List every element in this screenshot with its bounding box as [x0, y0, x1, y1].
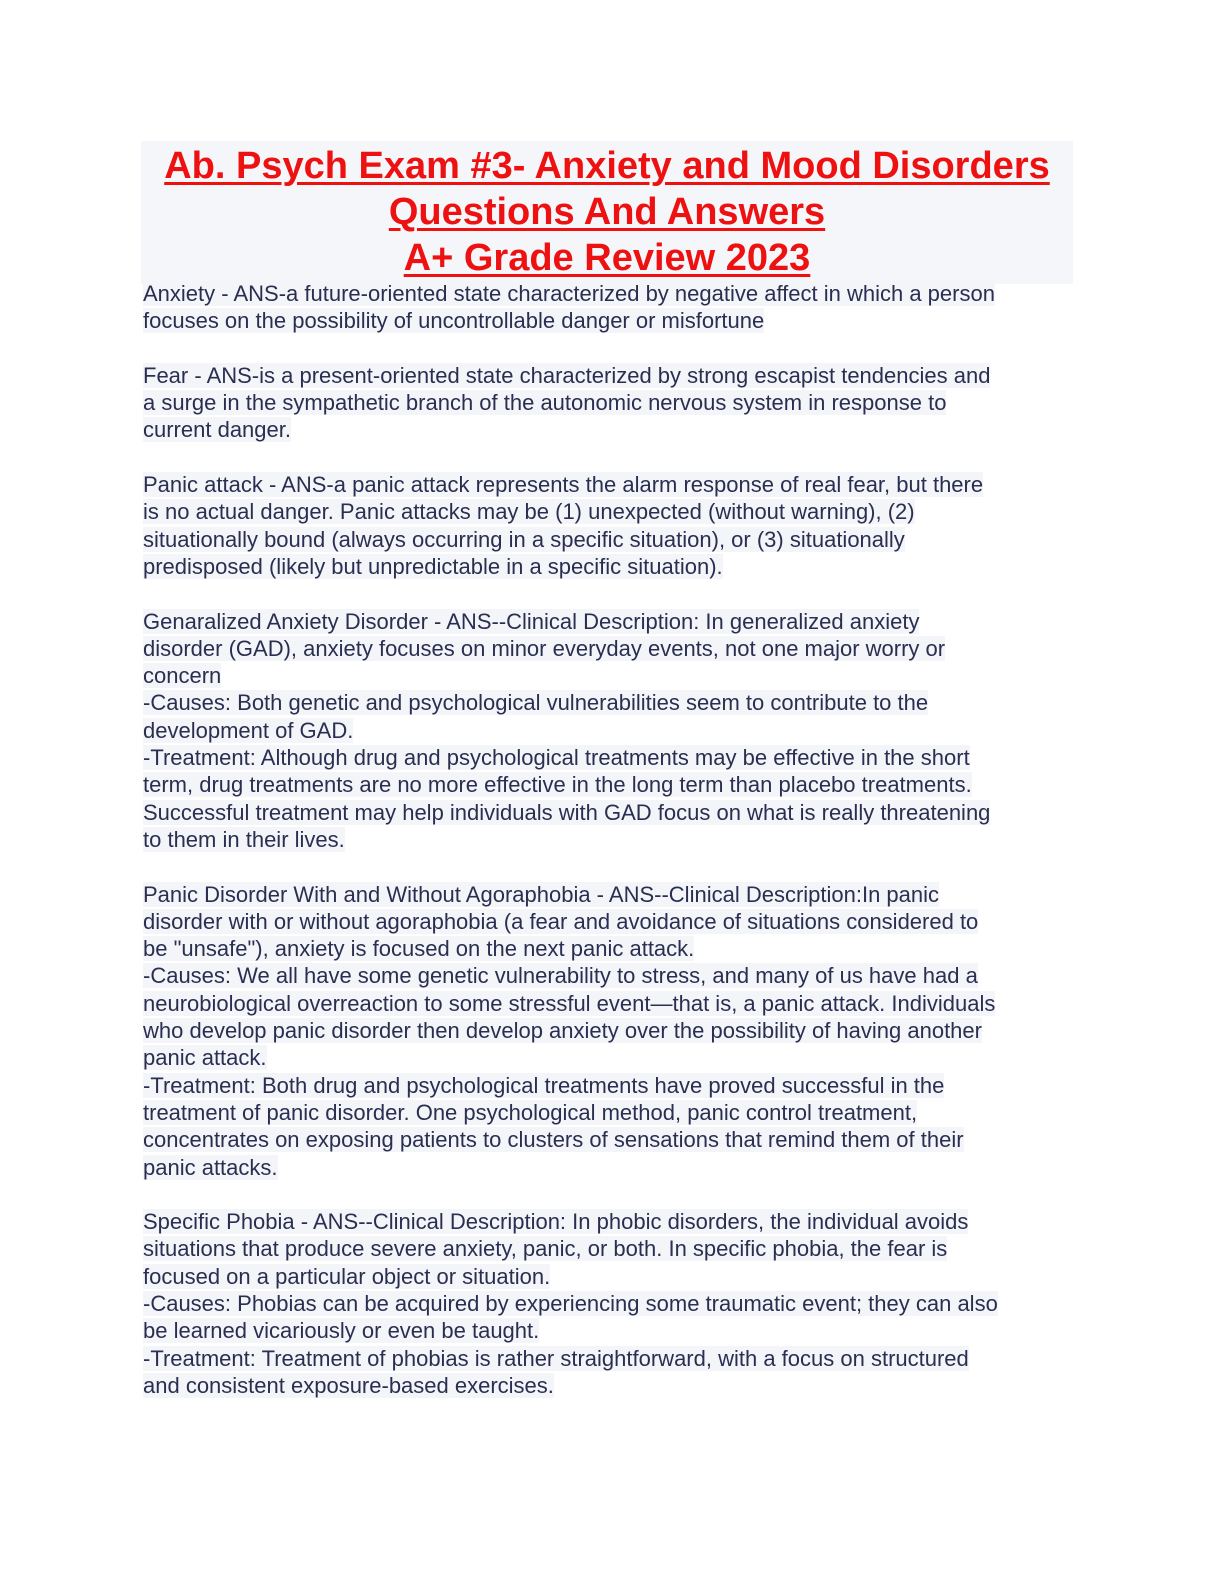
text-line: Anxiety - ANS-a future-oriented state characterized by negative affect in which a person — [143, 281, 995, 306]
title-line: Ab. Psych Exam #3- Anxiety and Mood Disorders — [164, 145, 1050, 187]
text-line: treatment of panic disorder. One psychological method, panic control treatment, — [143, 1099, 918, 1125]
title-line: A+ Grade Review 2023 — [403, 237, 811, 279]
text-line: and consistent exposure-based exercises. — [143, 1372, 554, 1398]
text-line: situations that produce severe anxiety, panic, or both. In specific phobia, the fear is — [143, 1236, 948, 1262]
text-line: who develop panic disorder then develop anxiety over the possibility of having another — [143, 1018, 982, 1044]
text-line: development of GAD. — [143, 717, 354, 743]
text-line: be learned vicariously or even be taught. — [143, 1318, 540, 1344]
text-line: concentrates on exposing patients to clusters of sensations that remind them of their — [143, 1127, 964, 1153]
text-line: -Treatment: Both drug and psychological treatments have proved successful in the — [143, 1072, 945, 1098]
qa-entry-panic-disorder — [143, 881, 1078, 1181]
qa-entry-anxiety — [143, 280, 1078, 335]
text-line: focused on a particular object or situation. — [143, 1263, 551, 1289]
document-body — [143, 280, 1078, 1426]
text-line: term, drug treatments are no more effective in the long term than placebo treatments. — [143, 772, 972, 798]
text-line: a surge in the sympathetic branch of the autonomic nervous system in response to — [143, 390, 947, 416]
title-line: Questions And Answers — [388, 191, 826, 233]
text-line: be "unsafe"), anxiety is focused on the next panic attack. — [143, 936, 695, 962]
qa-entry-specific-phobia — [143, 1208, 1078, 1399]
text-line: -Causes: Both genetic and psychological vulnerabilities seem to contribute to the — [143, 690, 929, 716]
text-line: Successful treatment may help individuals with GAD focus on what is really threatening — [143, 799, 991, 825]
text-line: Genaralized Anxiety Disorder - ANS--Clinical Description: In generalized anxiety — [143, 608, 920, 634]
text-line: focuses on the possibility of uncontrollable danger or misfortune — [143, 308, 765, 334]
document-title — [141, 141, 1073, 284]
text-line: Panic attack - ANS-a panic attack represents the alarm response of real fear, but there — [143, 472, 984, 498]
text-line: -Treatment: Treatment of phobias is rather straightforward, with a focus on structured — [143, 1345, 969, 1371]
text-line: Panic Disorder With and Without Agoraphobia - ANS--Clinical Description:In panic — [143, 881, 940, 907]
qa-entry-generalized-anxiety-disorder — [143, 608, 1078, 854]
text-line: -Causes: We all have some genetic vulnerability to stress, and many of us have had a — [143, 963, 978, 989]
text-line: Fear - ANS-is a present-oriented state characterized by strong escapist tendencies and — [143, 362, 991, 388]
text-line: is no actual danger. Panic attacks may be (1) unexpected (without warning), (2) — [143, 499, 915, 525]
text-line: -Causes: Phobias can be acquired by experiencing some traumatic event; they can also — [143, 1290, 998, 1316]
text-line: panic attack. — [143, 1045, 267, 1071]
text-line: predisposed (likely but unpredictable in a specific situation). — [143, 553, 723, 579]
text-line: neurobiological overreaction to some stressful event—that is, a panic attack. Individuals — [143, 990, 996, 1016]
text-line: concern — [143, 663, 222, 689]
text-line: to them in their lives. — [143, 826, 345, 852]
text-line: situationally bound (always occurring in a specific situation), or (3) situationally — [143, 526, 905, 552]
text-line: panic attacks. — [143, 1154, 278, 1180]
text-line: -Treatment: Although drug and psychological treatments may be effective in the short — [143, 745, 970, 771]
text-line: current danger. — [143, 417, 291, 443]
qa-entry-fear — [143, 362, 1078, 444]
qa-entry-panic-attack — [143, 471, 1078, 580]
text-line: Specific Phobia - ANS--Clinical Description: In phobic disorders, the individual avoids — [143, 1209, 969, 1235]
text-line: disorder with or without agoraphobia (a fear and avoidance of situations considered to — [143, 908, 979, 934]
text-line: disorder (GAD), anxiety focuses on minor everyday events, not one major worry or — [143, 635, 946, 661]
